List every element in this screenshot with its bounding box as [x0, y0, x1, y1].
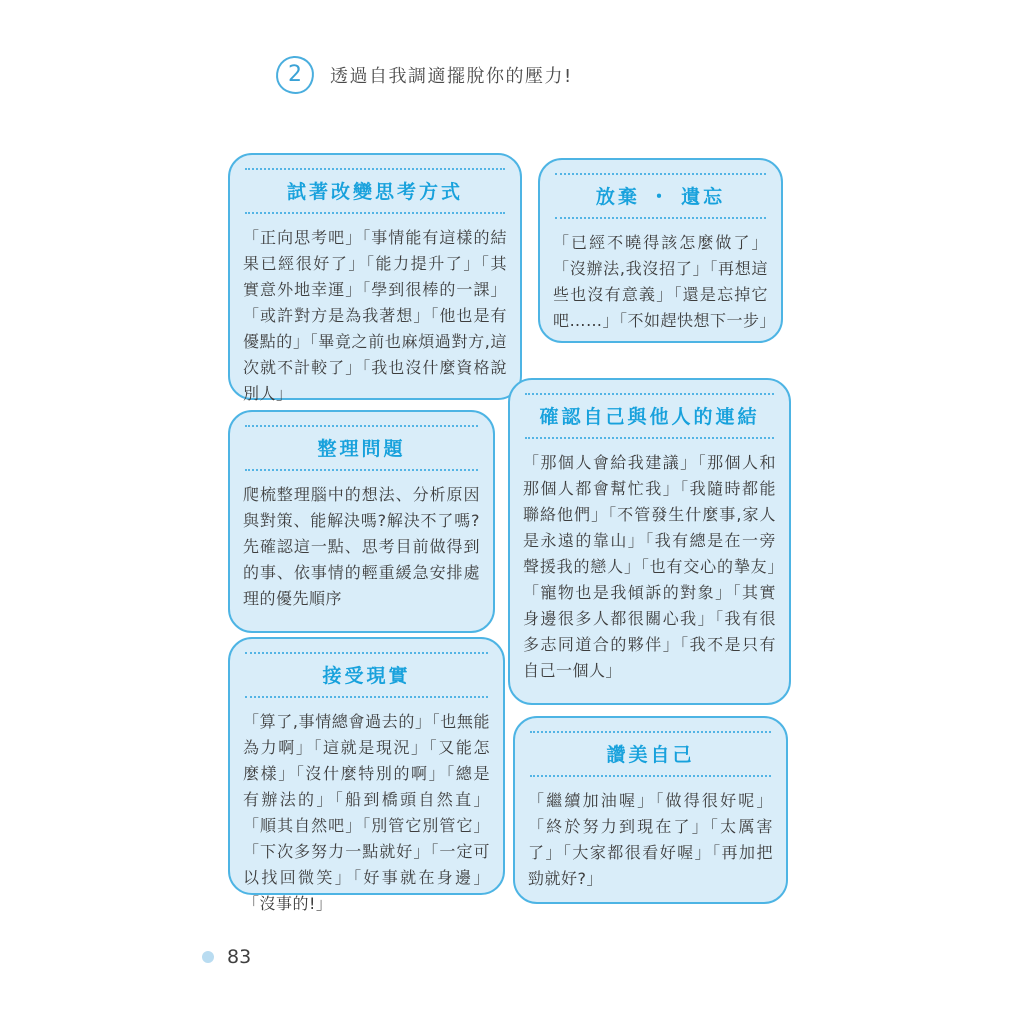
- box-body: 「已經不曉得該怎麼做了」「沒辦法,我沒招了」「再想這些也沒有意義」「還是忘掉它吧……」「不如趕快想下一步」: [553, 233, 777, 330]
- chapter-number-badge: [275, 55, 316, 96]
- concept-box-give-up-forget: [538, 158, 783, 343]
- box-body: 「算了,事情總會過去的」「也無能為力啊」「這就是現況」「又能怎麼樣」「沒什麼特別的啊」「總是有辦法的」「船到橋頭自然直」「順其自然吧」「別管它別管它」「下次多努力一點就好」「一定可以找回微笑」「好事就在身邊」「沒事的!」: [243, 712, 490, 913]
- dotted-divider: [245, 469, 478, 471]
- dotted-divider: [245, 696, 488, 698]
- concept-box-accept-reality: [228, 637, 505, 913]
- box-body: 「那個人會給我建議」「那個人和那個人都會幫忙我」「我隨時都能聯絡他們」「不管發生什麼事,家人是永遠的靠山」「我有總是在一旁聲援我的戀人」「也有交心的摯友」「寵物也是我傾訴的對象」「其實身邊很多人都很關心我」「我有很多志同道合的夥伴」「我不是只有自己一個人」: [523, 453, 776, 680]
- concept-box-organize-problems: [228, 410, 495, 633]
- dotted-divider: [530, 775, 771, 777]
- chapter-title: 透過自我調適擺脫你的壓力!: [330, 66, 573, 87]
- chapter-number: 2: [288, 62, 302, 87]
- dotted-divider: [555, 217, 766, 219]
- box-title: 試著改變思考方式: [286, 181, 463, 203]
- page-number: 83: [227, 946, 252, 968]
- box-title: 讚美自己: [606, 744, 695, 766]
- chapter-header: [276, 56, 573, 94]
- box-title: 確認自己與他人的連結: [539, 406, 760, 428]
- concept-box-confirm-connections: [508, 378, 791, 705]
- box-title: 整理問題: [317, 438, 406, 460]
- page-footer: [202, 946, 251, 968]
- box-body: 「正向思考吧」「事情能有這樣的結果已經很好了」「能力提升了」「其實意外地幸運」「學到很棒的一課」「或許對方是為我著想」「他也是有優點的」「畢竟之前也麻煩過對方,這次就不計較了」「我也沒什麼資格說別人」: [243, 228, 507, 403]
- box-body: 「繼續加油喔」「做得很好呢」「終於努力到現在了」「太厲害了」「大家都很看好喔」「再加把勁就好?」: [528, 791, 773, 888]
- concept-box-change-thinking: [228, 153, 522, 403]
- page-number-dot: [202, 951, 214, 963]
- dotted-divider: [245, 212, 505, 214]
- box-title: 接受現實: [322, 665, 411, 687]
- concept-box-praise-yourself: [513, 716, 788, 904]
- dotted-divider: [525, 437, 774, 439]
- box-title: 放棄 ・ 遺忘: [595, 186, 726, 208]
- box-body: 爬梳整理腦中的想法、分析原因與對策、能解決嗎?解決不了嗎?先確認這一點、思考目前做得到的事、依事情的輕重緩急安排處理的優先順序: [243, 485, 480, 608]
